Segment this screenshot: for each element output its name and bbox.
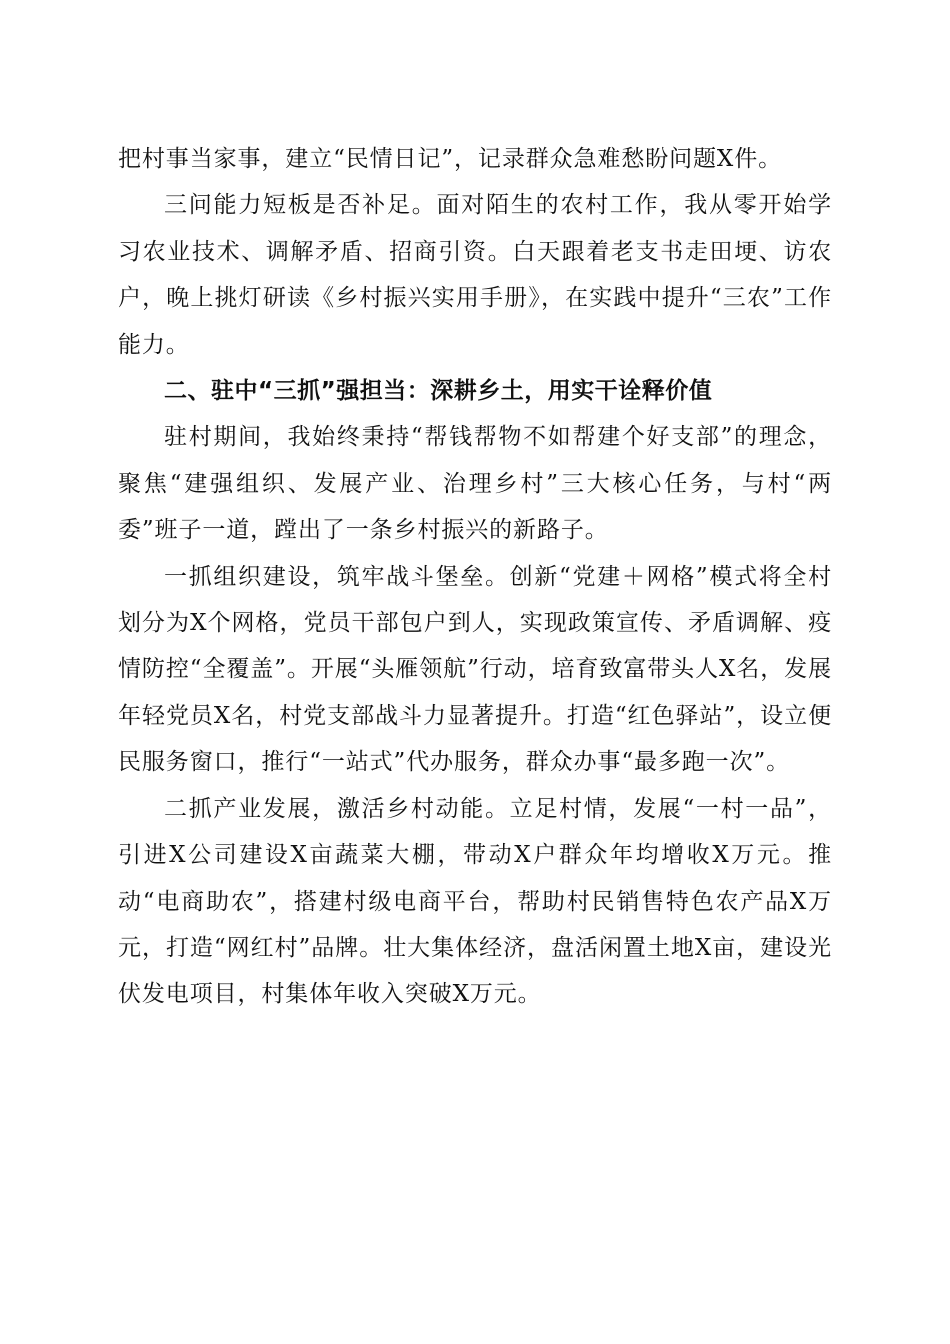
section-heading: 二、驻中“三抓”强担当：深耕乡土，用实干诠释价值 <box>164 378 713 405</box>
paragraph-ability-shortfall: 三问能力短板是否补足。面对陌生的农村工作，我从零开始学习农业技术、调解矛盾、招商引资。白天跟着老支书走田埂、访农户，晚上挑灯研读《乡村振兴实用手册》，在实践中提升“三农”工作能力。 <box>118 192 832 358</box>
paragraph-organization-building: 一抓组织建设，筑牢战斗堡垒。创新“党建＋网格”模式将全村划分为X个网格，党员干部包户到人，实现政策宣传、矛盾调解、疫情防控“全覆盖”。开展“头雁领航”行动，培育致富带头人X名，发展年轻党员X名，村党支部战斗力显著提升。打造“红色驿站”，设立便民服务窗口，推行“一站式”代办服务，群众办事“最多跑一次”。 <box>118 563 832 776</box>
paragraph-continuation: 把村事当家事，建立“民情日记”，记录群众急难愁盼问题X件。 <box>118 146 782 172</box>
paragraph-stationing-intro: 驻村期间，我始终秉持“帮钱帮物不如帮建个好支部”的理念，聚焦“建强组织、发展产业、治理乡村”三大核心任务，与村“两委”班子一道，蹚出了一条乡村振兴的新路子。 <box>118 424 832 544</box>
paragraph-industry-development: 二抓产业发展，激活乡村动能。立足村情，发展“一村一品”，引进X公司建设X亩蔬菜大棚，带动X户群众年均增收X万元。推动“电商助农”，搭建村级电商平台，帮助村民销售特色农产品X万元，打造“网红村”品牌。壮大集体经济，盘活闲置土地X亩，建设光伏发电项目，村集体年收入突破X万元。 <box>118 795 832 1008</box>
document-page <box>118 136 832 1018</box>
